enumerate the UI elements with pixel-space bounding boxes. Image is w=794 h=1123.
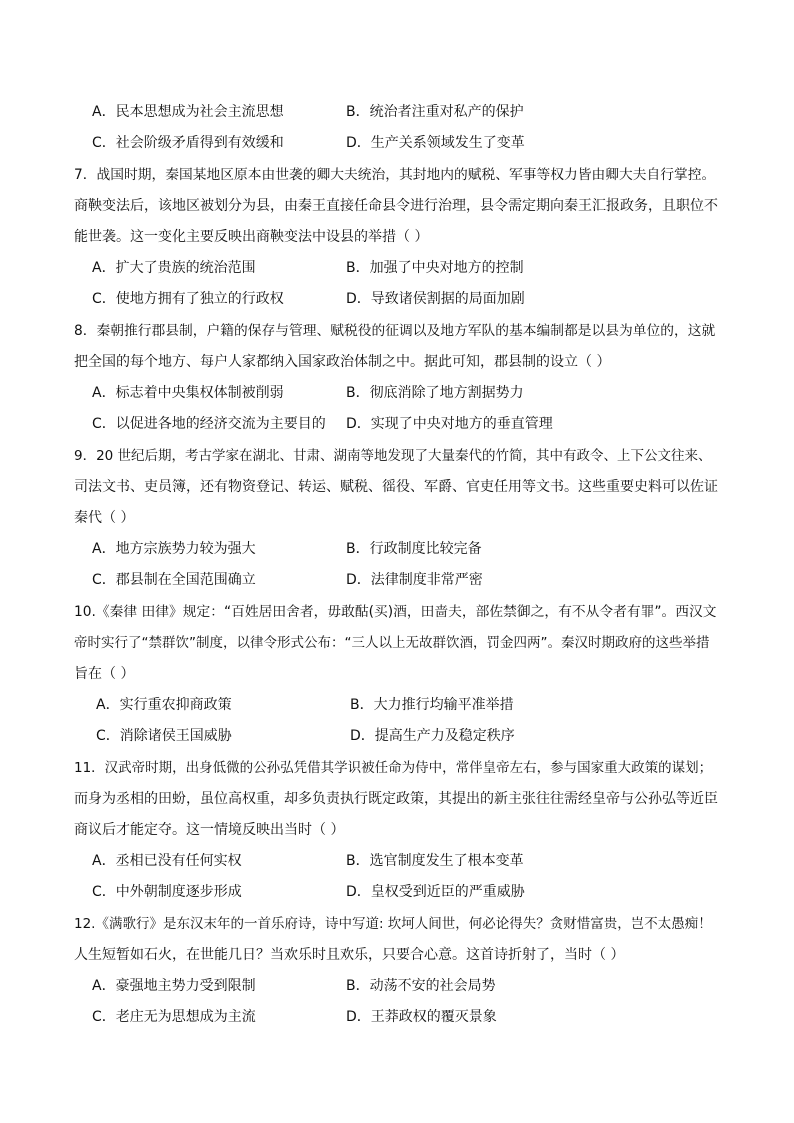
q9-stem-line-3: 秦代（ ）: [74, 510, 135, 526]
q10-stem-line-1: 10.《秦律 田律》规定：“百姓居田舍者，毋敢酤(买)酒，田啬夫，部佐禁御之，有不从令者有罪”。西汉文: [74, 604, 717, 620]
q6-option-b: B．统治者注重对私产的保护: [346, 104, 524, 120]
q7-stem-line-3: 能世袭。这一变化主要反映出商鞅变法中设县的举措（ ）: [74, 229, 429, 245]
q7-stem-line-1: 7．战国时期，秦国某地区原本由世袭的卿大夫统治，其封地内的赋税、军事等权力皆由卿大夫自行掌控。: [74, 167, 716, 183]
q11-stem-line-2: 而身为丞相的田蚡，虽位高权重，却多负责执行既定政策，其提出的新主张往往需经皇帝与公孙弘等近臣: [74, 791, 718, 807]
q10-option-d: D．提高生产力及稳定秩序: [350, 728, 515, 744]
q8-stem-line-1: 8．秦朝推行郡县制，户籍的保存与管理、赋税役的征调以及地方军队的基本编制都是以县为单位的，这就: [74, 323, 716, 339]
q10-option-c: C．消除诸侯王国威胁: [96, 728, 232, 744]
q12-option-b: B．动荡不安的社会局势: [346, 978, 496, 994]
q8-option-b: B．彻底消除了地方割据势力: [346, 385, 524, 401]
q7-stem-line-2: 商鞅变法后，该地区被划分为县，由秦王直接任命县令进行治理，县令需定期向秦王汇报政务，且职位不: [74, 198, 718, 214]
q6-option-a: A．民本思想成为社会主流思想: [92, 104, 284, 120]
q11-option-c: C．中外朝制度逐步形成: [92, 884, 242, 900]
q10-option-a: A．实行重农抑商政策: [96, 697, 232, 713]
q7-option-c: C．使地方拥有了独立的行政权: [92, 291, 284, 307]
q7-option-a: A．扩大了贵族的统治范围: [92, 260, 256, 276]
q9-option-c: C．郡县制在全国范围确立: [92, 572, 256, 588]
q7-option-b: B．加强了中央对地方的控制: [346, 260, 524, 276]
q12-option-c: C．老庄无为思想成为主流: [92, 1009, 256, 1025]
q9-option-b: B．行政制度比较完备: [346, 541, 482, 557]
q11-option-b: B．选官制度发生了根本变革: [346, 853, 524, 869]
q12-option-d: D．王莽政权的覆灭景象: [346, 1009, 497, 1025]
q9-option-a: A．地方宗族势力较为强大: [92, 541, 256, 557]
q10-stem-line-2: 帝时实行了“禁群饮”制度，以律令形式公布：“三人以上无故群饮酒，罚金四两”。秦汉时期政府的这些举措: [74, 635, 710, 651]
q12-option-a: A．豪强地主势力受到限制: [92, 978, 256, 994]
q12-stem-line-1: 12.《满歌行》是东汉末年的一首乐府诗，诗中写道: 坎坷人间世，何必论得失？贪财惜富贵，岂不太愚痴！: [74, 916, 712, 932]
q8-option-a: A．标志着中央集权体制被削弱: [92, 385, 284, 401]
q11-stem-line-1: 11．汉武帝时期，出身低微的公孙弘凭借其学识被任命为侍中，常伴皇帝左右，参与国家重大政策的谋划；: [74, 760, 713, 776]
q10-option-b: B．大力推行均输平准举措: [350, 697, 514, 713]
q8-option-c: C．以促进各地的经济交流为主要目的: [92, 416, 326, 432]
q9-stem-line-2: 司法文书、吏员簿，还有物资登记、转运、赋税、徭役、军爵、官吏任用等文书。这些重要史料可以佐证: [74, 479, 718, 495]
q11-option-a: A．丞相已没有任何实权: [92, 853, 242, 869]
q8-stem-line-2: 把全国的每个地方、每户人家都纳入国家政治体制之中。据此可知，郡县制的设立（ ）: [74, 354, 611, 370]
q6-option-d: D．生产关系领域发生了变革: [346, 135, 525, 151]
q12-stem-line-2: 人生短暂如石火，在世能几日？当欢乐时且欢乐，只要合心意。这首诗折射了，当时（ ）: [74, 947, 625, 963]
q9-option-d: D．法律制度非常严密: [346, 572, 483, 588]
q10-stem-line-3: 旨在（ ）: [74, 666, 135, 682]
q9-stem-line-1: 9．20 世纪后期，考古学家在湖北、甘肃、湖南等地发现了大量秦代的竹简，其中有政令、上下公文往来、: [74, 448, 712, 464]
q11-option-d: D．皇权受到近臣的严重威胁: [346, 884, 525, 900]
q6-option-c: C．社会阶级矛盾得到有效缓和: [92, 135, 284, 151]
q7-option-d: D．导致诸侯割据的局面加剧: [346, 291, 525, 307]
q8-option-d: D．实现了中央对地方的垂直管理: [346, 416, 553, 432]
q11-stem-line-3: 商议后才能定夺。这一情境反映出当时（ ）: [74, 822, 345, 838]
